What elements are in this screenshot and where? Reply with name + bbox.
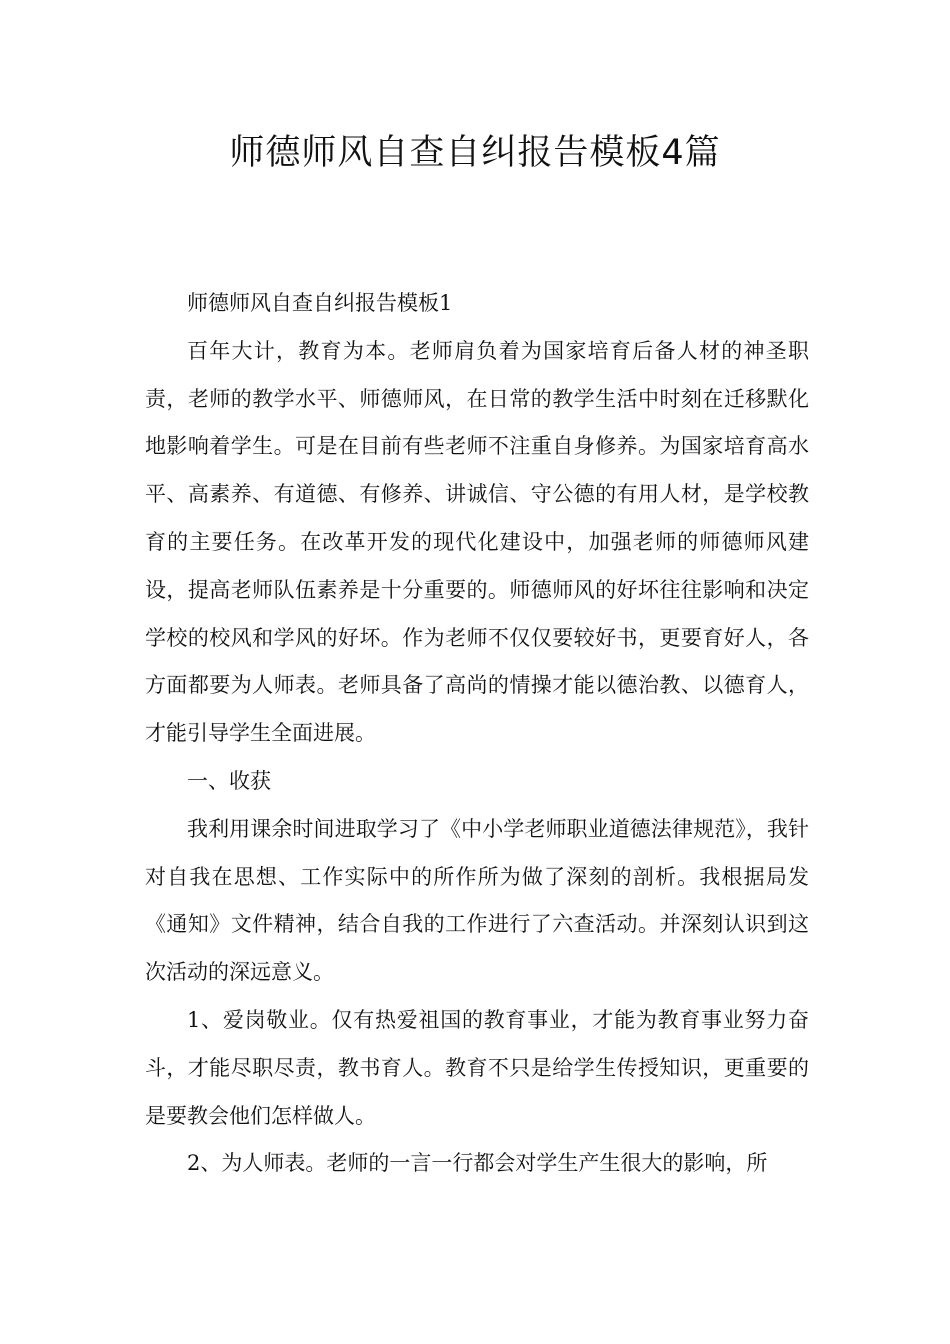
item-1-paragraph: 1、爱岗敬业。仅有热爱祖国的教育事业，才能为教育事业努力奋斗，才能尽职尽责，教书育人。教育不只是给学生传授知识，更重要的是要教会他们怎样做人。	[145, 1007, 809, 1128]
section-heading-gains: 一、收获	[187, 768, 271, 793]
item-2-paragraph: 2、为人师表。老师的一言一行都会对学生产生很大的影响，所	[187, 1151, 768, 1176]
document-title: 师德师风自查自纠报告模板4篇	[229, 133, 721, 173]
study-paragraph: 我利用课余时间进取学习了《中小学老师职业道德法律规范》，我针对自我在思想、工作实际中的所作所为做了深刻的剖析。我根据局发《通知》文件精神，结合自我的工作进行了六查活动。并深刻认识到这次活动的深远意义。	[145, 816, 809, 985]
document-body	[145, 280, 809, 1188]
intro-paragraph: 百年大计，教育为本。老师肩负着为国家培育后备人材的神圣职责，老师的教学水平、师德师风，在日常的教学生活中时刻在迁移默化地影响着学生。可是在目前有些老师不注重自身修养。为国家培育高水平、高素养、有道德、有修养、讲诚信、守公德的有用人材，是学校教育的主要任务。在改革开发的现代化建设中，加强老师的师德师风建设，提高老师队伍素养是十分重要的。师德师风的好坏往往影响和决定学校的校风和学风的好坏。作为老师不仅仅要较好书，更要育好人，各方面都要为人师表。老师具备了高尚的情操才能以德治教、以德育人，才能引导学生全面进展。	[145, 338, 809, 746]
section-heading-template-1: 师德师风自查自纠报告模板1	[187, 291, 453, 315]
